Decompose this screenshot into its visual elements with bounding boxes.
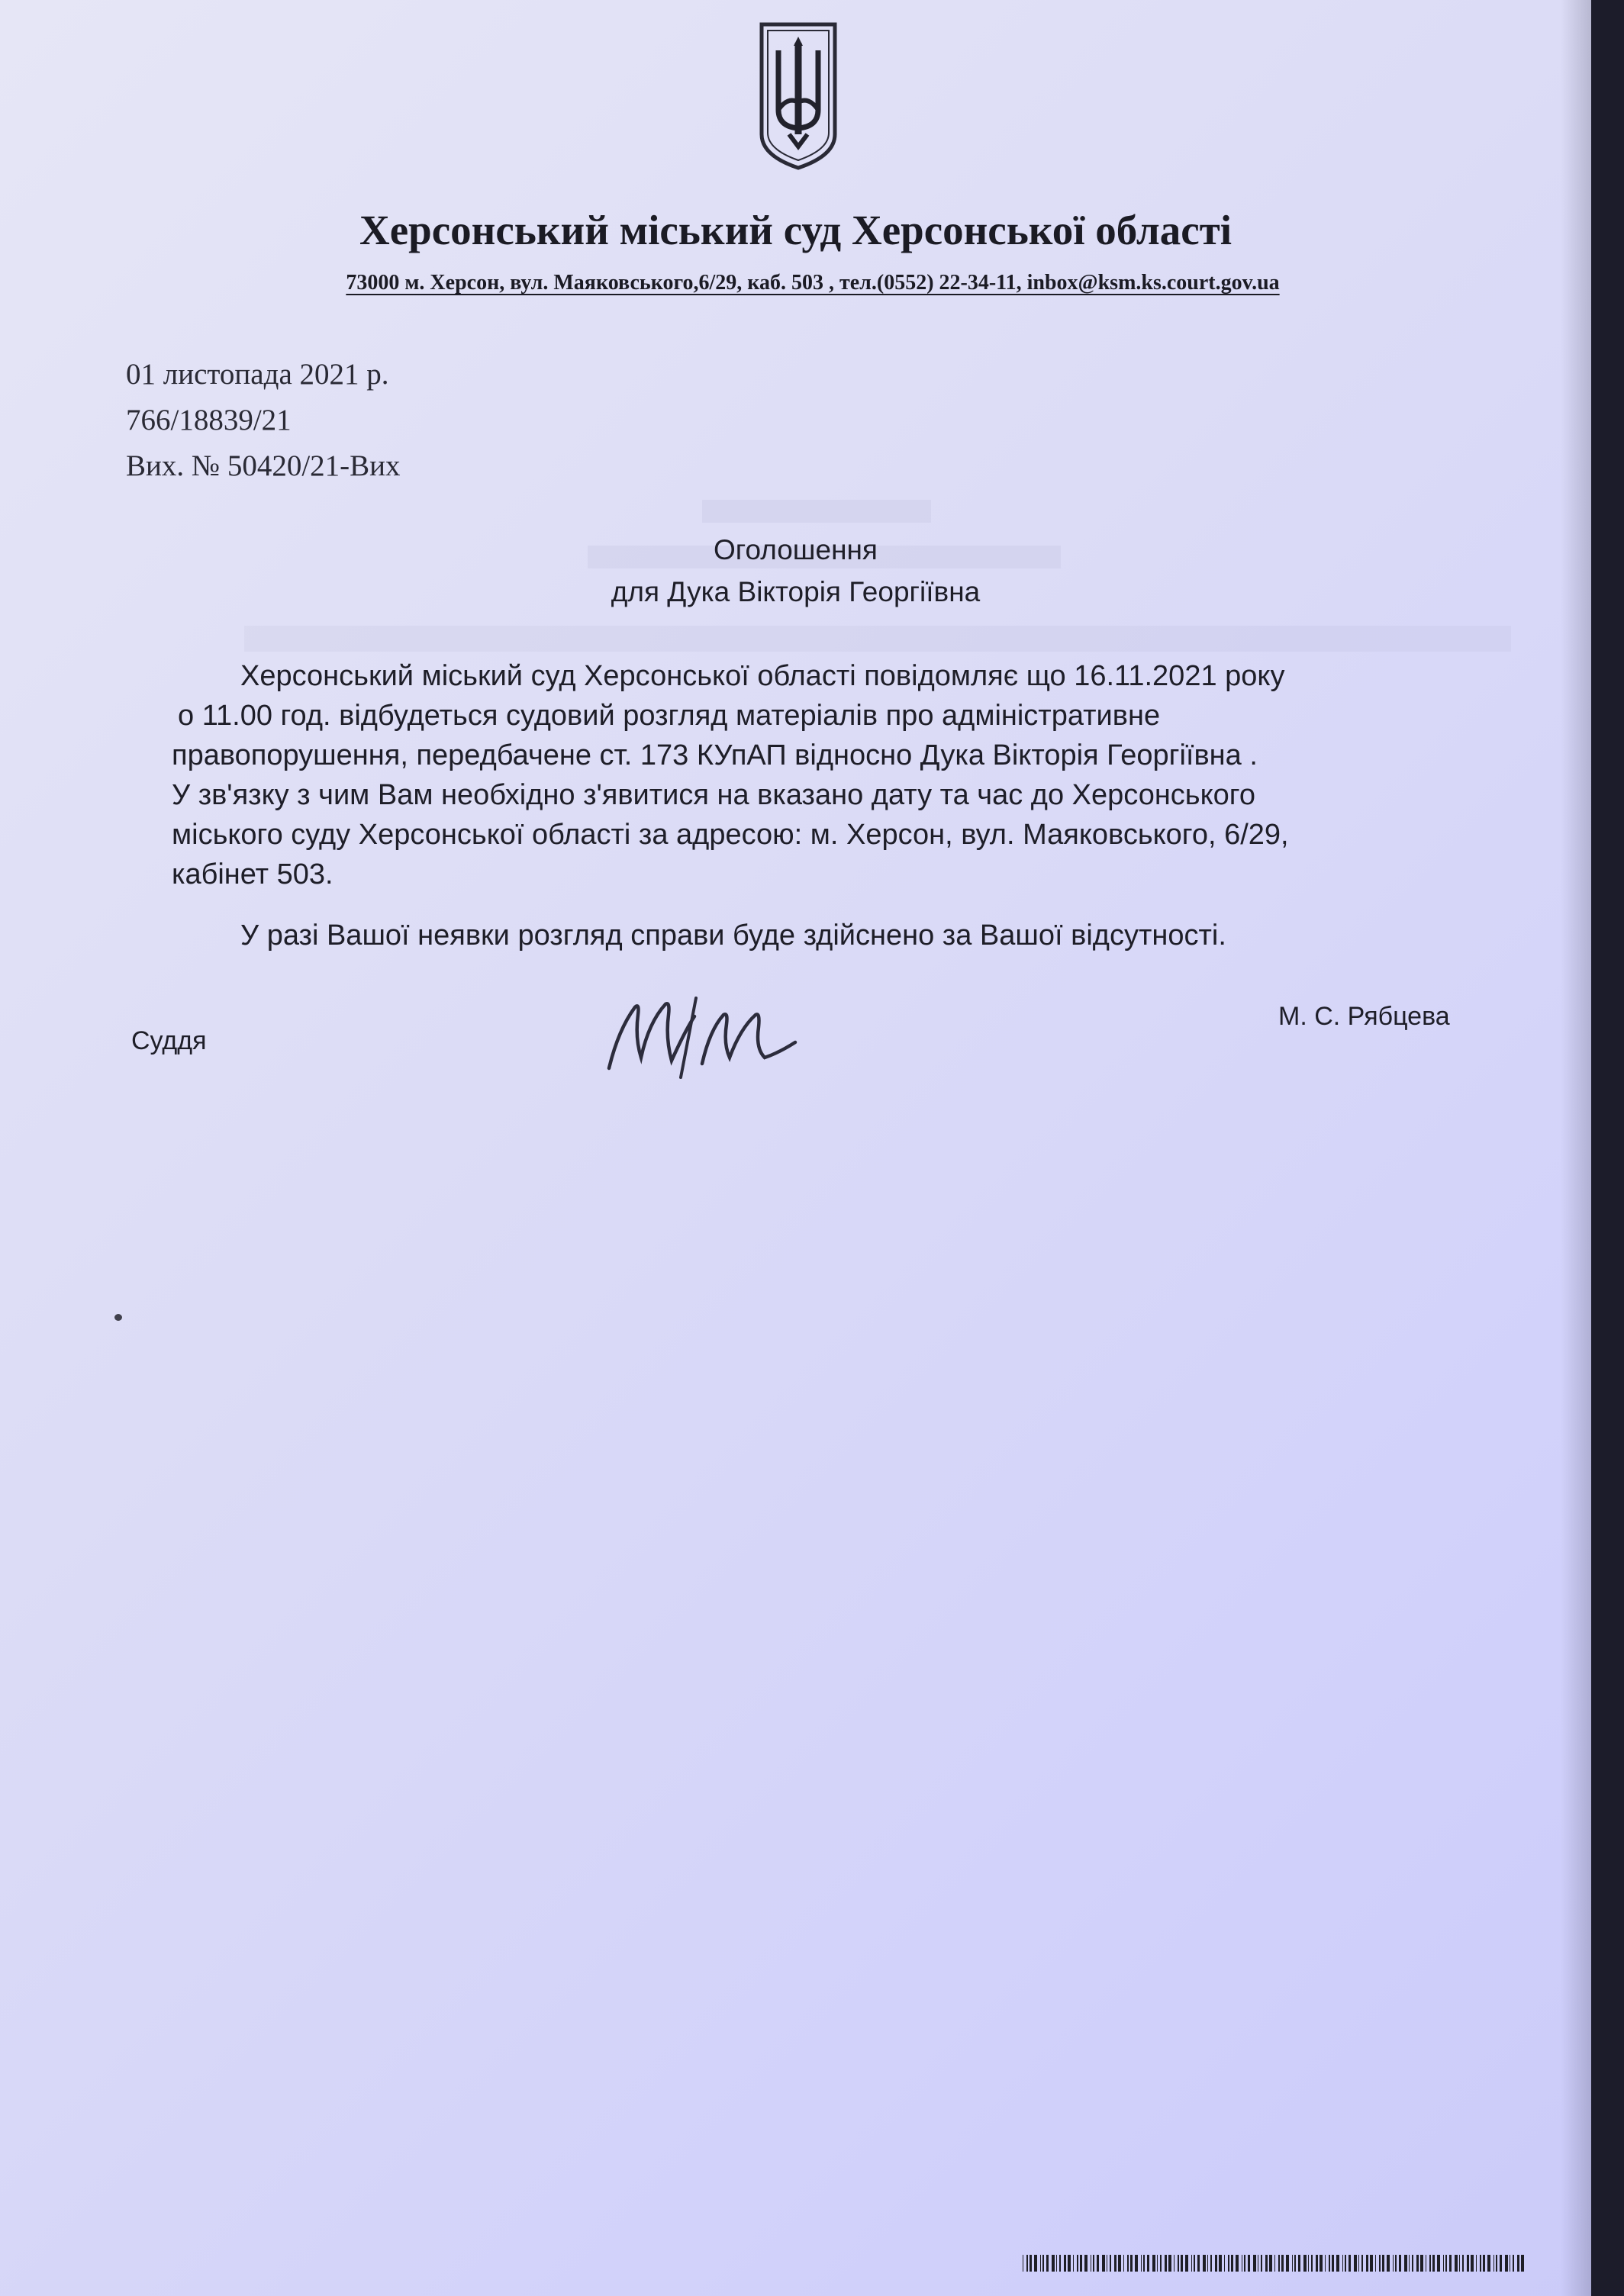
barcode-bar bbox=[1236, 2255, 1239, 2272]
barcode-bar bbox=[1253, 2255, 1256, 2272]
barcode-bar bbox=[1143, 2255, 1145, 2272]
barcode-bar bbox=[1248, 2255, 1250, 2272]
barcode-bar bbox=[1042, 2255, 1044, 2272]
court-address-line: 73000 м. Херсон, вул. Маяковського,6/29, каб. 503 , тел.(0552) 22-34-11, inbox@ksm.ks.court.gov.ua bbox=[346, 271, 1280, 295]
notice-title: Оголошення bbox=[714, 534, 878, 565]
barcode-bar bbox=[1165, 2255, 1167, 2272]
barcode-bar bbox=[1114, 2255, 1116, 2272]
body-line: о 11.00 год. відбудеться судовий розгляд матеріалів про адміністративне bbox=[178, 700, 1161, 732]
barcode-bar bbox=[1102, 2255, 1105, 2272]
document-date: 01 листопада 2021 р. bbox=[126, 358, 389, 391]
case-number: 766/18839/21 bbox=[126, 404, 292, 436]
barcode-bar bbox=[1382, 2255, 1384, 2272]
barcode-bar bbox=[1077, 2255, 1078, 2272]
barcode-bar bbox=[1449, 2255, 1452, 2272]
handwritten-signature bbox=[595, 984, 809, 1084]
barcode-bar bbox=[1203, 2255, 1206, 2272]
barcode-bar bbox=[1517, 2255, 1519, 2272]
barcode-bar bbox=[1181, 2255, 1183, 2272]
barcode-bar bbox=[1059, 2255, 1061, 2272]
body-line: Херсонський міський суд Херсонської області повідомляє що 16.11.2021 року bbox=[240, 660, 1285, 692]
barcode-bar bbox=[1387, 2255, 1390, 2272]
barcode-bar bbox=[1354, 2255, 1357, 2272]
barcode-bar bbox=[1496, 2255, 1497, 2272]
barcode-bar bbox=[1197, 2255, 1200, 2272]
barcode-bar bbox=[1445, 2255, 1447, 2272]
barcode-bar bbox=[1358, 2255, 1359, 2272]
barcode-bar bbox=[1462, 2255, 1464, 2272]
barcode-bar bbox=[1080, 2255, 1082, 2272]
barcode-bar bbox=[1308, 2255, 1309, 2272]
barcode-bar bbox=[1046, 2255, 1049, 2272]
barcode-bar bbox=[1399, 2255, 1401, 2272]
barcode-bar bbox=[1437, 2255, 1440, 2272]
barcode-bar bbox=[1505, 2255, 1508, 2272]
barcode-bar bbox=[1215, 2255, 1217, 2272]
barcode-bar bbox=[1366, 2255, 1368, 2272]
barcode-bar bbox=[1379, 2255, 1381, 2272]
barcode-bar bbox=[1476, 2255, 1477, 2272]
trident-coat-of-arms-icon bbox=[757, 20, 839, 171]
barcode-bar bbox=[1471, 2255, 1474, 2272]
barcode-bar bbox=[1135, 2255, 1138, 2272]
barcode-bar bbox=[1294, 2255, 1296, 2272]
barcode-bar bbox=[1375, 2255, 1376, 2272]
barcode-bar bbox=[1231, 2255, 1233, 2272]
barcode-bar bbox=[1274, 2255, 1275, 2272]
body-line: правопорушення, передбачене ст. 173 КУпАП відносно Дука Вікторія Георгіївна . bbox=[172, 739, 1258, 771]
barcode-bar bbox=[1224, 2255, 1225, 2272]
barcode-bar bbox=[1084, 2255, 1088, 2272]
barcode-bar bbox=[1093, 2255, 1094, 2272]
barcode-bar bbox=[1521, 2255, 1524, 2272]
barcode-bar bbox=[1127, 2255, 1129, 2272]
barcode-bar bbox=[1393, 2255, 1394, 2272]
body-line: кабінет 503. bbox=[172, 858, 334, 890]
paper-speck bbox=[114, 1314, 122, 1321]
barcode-bar bbox=[1348, 2255, 1351, 2272]
barcode-bar bbox=[1336, 2255, 1339, 2272]
barcode-bar bbox=[1500, 2255, 1502, 2272]
barcode-bar bbox=[1056, 2255, 1057, 2272]
barcode-bar bbox=[1160, 2255, 1162, 2272]
barcode-bar bbox=[1141, 2255, 1142, 2272]
barcode-bar bbox=[1052, 2255, 1055, 2272]
barcode-bar bbox=[1185, 2255, 1188, 2272]
barcode-bar bbox=[1416, 2255, 1419, 2272]
barcode-bar bbox=[1152, 2255, 1155, 2272]
barcode-bar bbox=[1157, 2255, 1158, 2272]
absence-notice-paragraph: У разі Вашої неявки розгляд справи буде здійснено за Вашої відсутності. bbox=[240, 919, 1226, 952]
barcode-bar bbox=[1040, 2255, 1041, 2272]
notice-body bbox=[172, 656, 1484, 894]
barcode-bar bbox=[1097, 2255, 1099, 2272]
barcode-bar bbox=[1429, 2255, 1431, 2272]
page-edge-shadow bbox=[1561, 0, 1591, 2296]
barcode-bar bbox=[1459, 2255, 1460, 2272]
notice-recipient: для Дука Вікторія Георгіївна bbox=[611, 576, 981, 607]
barcode-bar bbox=[1395, 2255, 1397, 2272]
barcode-bar bbox=[1210, 2255, 1212, 2272]
barcode-bar bbox=[1303, 2255, 1307, 2272]
barcode-bar bbox=[1118, 2255, 1121, 2272]
barcode-bar bbox=[1191, 2255, 1192, 2272]
barcode-bar bbox=[1311, 2255, 1313, 2272]
barcode-bar bbox=[1467, 2255, 1469, 2272]
court-name-heading: Херсонський міський суд Херсонської області bbox=[359, 207, 1232, 253]
barcode-bar bbox=[1404, 2255, 1407, 2272]
barcode-bar bbox=[1130, 2255, 1133, 2272]
barcode-bar bbox=[1361, 2255, 1363, 2272]
barcode-bar bbox=[1332, 2255, 1334, 2272]
barcode-bar bbox=[1443, 2255, 1444, 2272]
body-line: міського суду Херсонської області за адресою: м. Херсон, вул. Маяковського, 6/29, bbox=[172, 819, 1289, 851]
body-line: У зв'язку з чим Вам необхідно з'явитися на вказано дату та час до Херсонського bbox=[172, 779, 1255, 811]
barcode-bar bbox=[1168, 2255, 1171, 2272]
barcode-bar bbox=[1292, 2255, 1293, 2272]
barcode-bar bbox=[1345, 2255, 1346, 2272]
barcode-bar bbox=[1110, 2255, 1111, 2272]
barcode-bar bbox=[1420, 2255, 1423, 2272]
barcode-bar bbox=[1480, 2255, 1481, 2272]
barcode-bar bbox=[1455, 2255, 1458, 2272]
barcode-bar bbox=[1194, 2255, 1195, 2272]
barcode-bar bbox=[1269, 2255, 1272, 2272]
barcode-bar bbox=[1147, 2255, 1149, 2272]
barcode-bar bbox=[1325, 2255, 1326, 2272]
barcode-bar bbox=[1261, 2255, 1262, 2272]
barcode-bar bbox=[1487, 2255, 1490, 2272]
barcode-bar bbox=[1281, 2255, 1284, 2272]
barcode-bar bbox=[1064, 2255, 1066, 2272]
judge-name: М. С. Рябцева bbox=[1278, 1002, 1450, 1031]
barcode-bar bbox=[1320, 2255, 1323, 2272]
show-through-mark bbox=[702, 500, 931, 523]
barcode bbox=[1023, 2255, 1526, 2272]
barcode-bar bbox=[1244, 2255, 1245, 2272]
barcode-bar bbox=[1073, 2255, 1074, 2272]
barcode-bar bbox=[1068, 2255, 1071, 2272]
outgoing-number: Вих. № 50420/21-Вих bbox=[126, 449, 401, 482]
barcode-bar bbox=[1030, 2255, 1032, 2272]
barcode-bar bbox=[1412, 2255, 1413, 2272]
barcode-bar bbox=[1342, 2255, 1343, 2272]
barcode-bar bbox=[1207, 2255, 1208, 2272]
barcode-bar bbox=[1123, 2255, 1124, 2272]
barcode-bar bbox=[1370, 2255, 1373, 2272]
barcode-bar bbox=[1329, 2255, 1330, 2272]
barcode-bar bbox=[1228, 2255, 1229, 2272]
judge-label: Суддя bbox=[131, 1026, 207, 1055]
barcode-bar bbox=[1513, 2255, 1514, 2272]
barcode-bar bbox=[1432, 2255, 1435, 2272]
show-through-mark bbox=[244, 626, 1511, 652]
barcode-bar bbox=[1483, 2255, 1485, 2272]
barcode-bar bbox=[1286, 2255, 1289, 2272]
barcode-bar bbox=[1026, 2255, 1028, 2272]
barcode-bar bbox=[1219, 2255, 1222, 2272]
barcode-bar bbox=[1409, 2255, 1410, 2272]
barcode-bar bbox=[1316, 2255, 1318, 2272]
barcode-bar bbox=[1278, 2255, 1280, 2272]
barcode-bar bbox=[1298, 2255, 1300, 2272]
barcode-bar bbox=[1178, 2255, 1179, 2272]
barcode-bar bbox=[1034, 2255, 1037, 2272]
barcode-bar bbox=[1265, 2255, 1268, 2272]
